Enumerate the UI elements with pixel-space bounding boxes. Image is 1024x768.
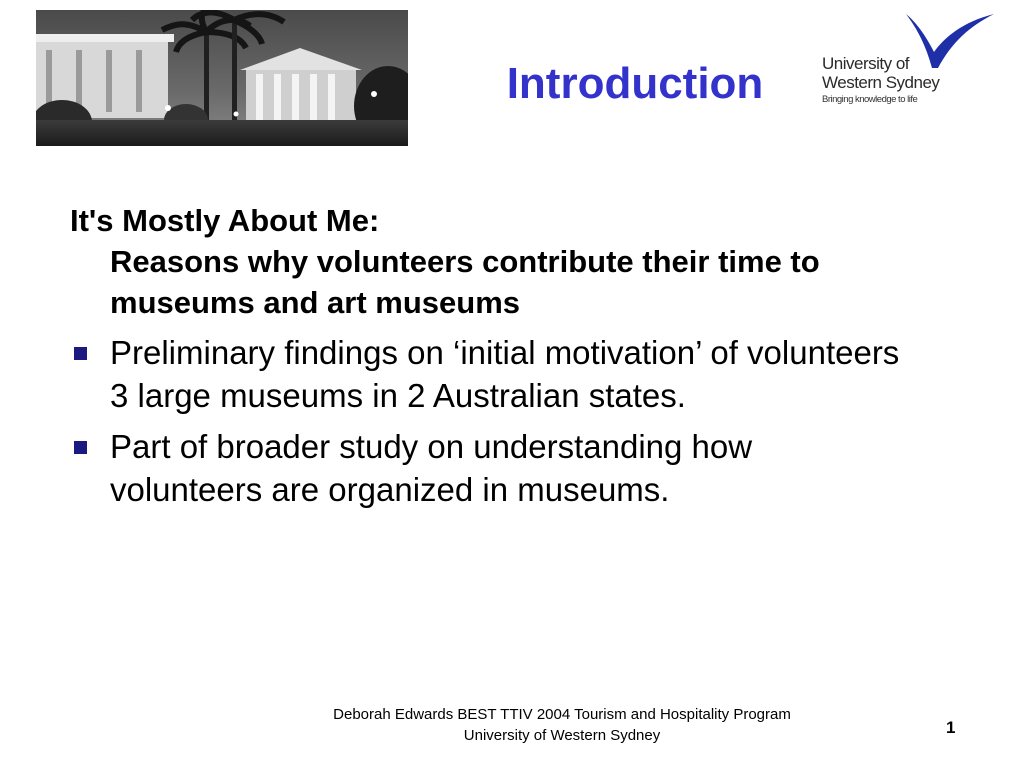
bullet-item	[70, 425, 900, 511]
logo-text	[822, 54, 939, 107]
logo-tagline: Bringing knowledge to life	[822, 94, 918, 105]
bullet-text: Preliminary findings on ‘initial motivation’ of volunteers 3 large museums in 2 Australian states.	[110, 334, 900, 414]
logo-line-2: Western Sydney	[822, 73, 940, 92]
bullet-list	[70, 331, 910, 511]
square-bullet-icon	[74, 441, 87, 454]
footer-line-2: University of Western Sydney	[463, 727, 661, 744]
museum-building-photo	[36, 10, 408, 146]
slide-heading: It's Mostly About Me:	[70, 203, 380, 238]
logo-line-1: University of	[822, 54, 910, 73]
slide-subheading: Reasons why volunteers contribute their time to museums and art museums	[110, 244, 820, 320]
bullet-text: Part of broader study on understanding how volunteers are organized in museums.	[110, 428, 753, 508]
slide-footer	[272, 704, 852, 746]
square-bullet-icon	[74, 347, 87, 360]
page-number: 1	[946, 718, 956, 737]
footer-line-1: Deborah Edwards BEST TTIV 2004 Tourism and Hospitality Program	[333, 706, 791, 723]
slide-body	[70, 200, 910, 519]
bullet-item	[70, 331, 900, 417]
university-logo	[818, 8, 998, 118]
slide-title: Introduction	[506, 59, 764, 108]
